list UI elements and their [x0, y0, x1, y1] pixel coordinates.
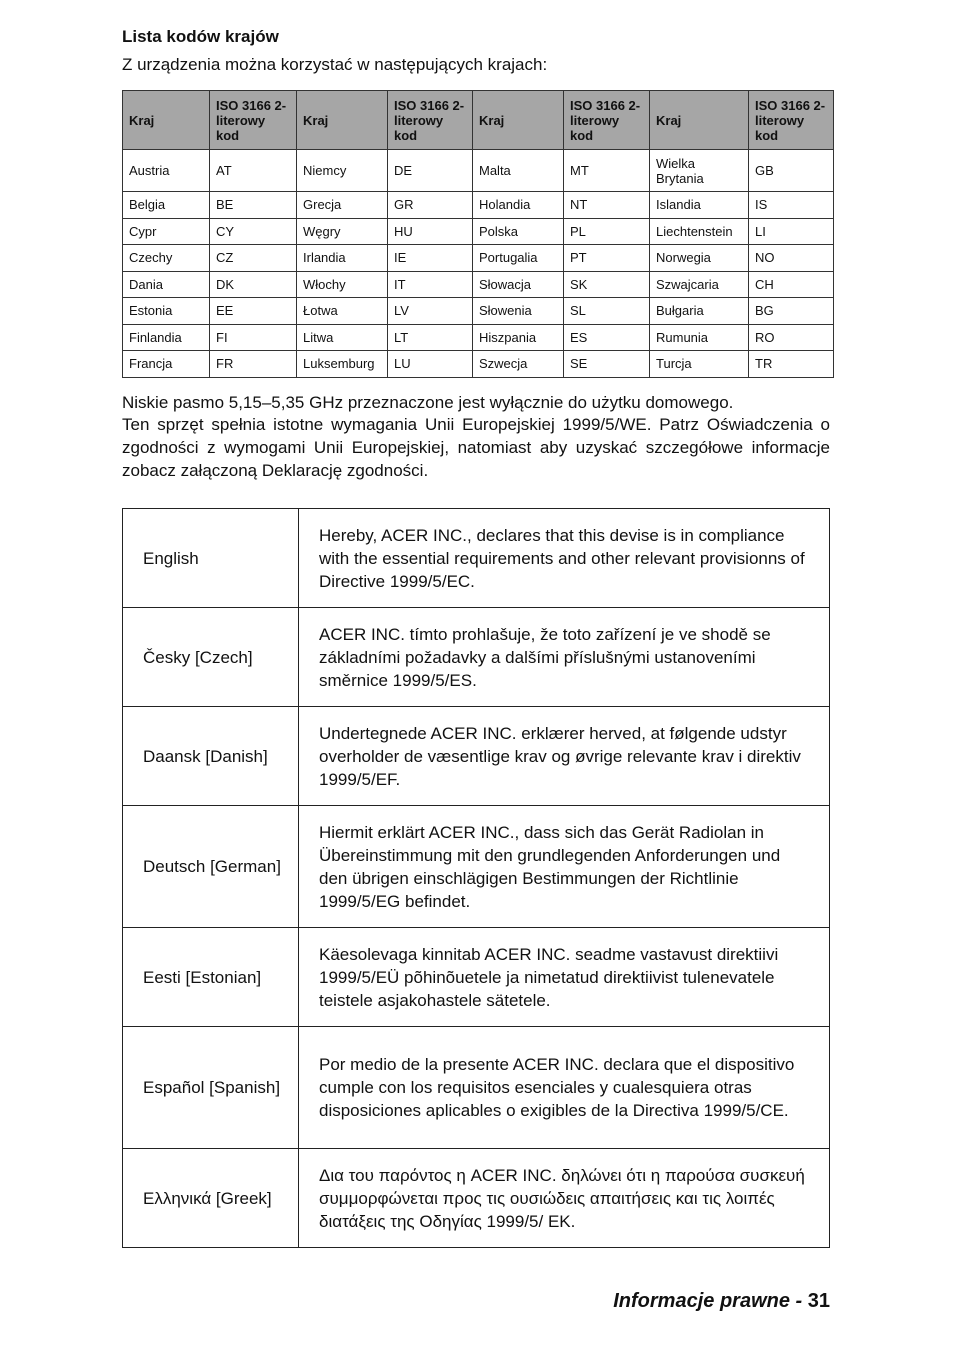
column-header: Kraj: [297, 91, 388, 150]
declaration-row: [123, 707, 830, 806]
table-row: [123, 192, 834, 219]
code-cell: DK: [210, 271, 297, 298]
declaration-text: Hiermit erklärt ACER INC., dass sich das Gerät Radiolan in Übereinstimmung mit den grundlegenden Anforderungen und den übrigen einschlägigen Bestimmungen der Richtlinie 1999/5/EG befindet.: [299, 806, 830, 928]
country-cell: Dania: [123, 271, 210, 298]
column-header: Kraj: [473, 91, 564, 150]
code-cell: BE: [210, 192, 297, 219]
country-cell: Portugalia: [473, 245, 564, 272]
country-cell: Bułgaria: [650, 298, 749, 325]
column-header: ISO 3166 2-literowy kod: [210, 91, 297, 150]
compliance-note: Ten sprzęt spełnia istotne wymagania Unii Europejskiej 1999/5/WE. Patrz Oświadczenia o zgodności z wymogami Unii Europejskiej, natomiast aby uzyskać szczegółowe informacje zobacz załączoną Deklarację zgodności.: [122, 415, 830, 480]
code-cell: IS: [749, 192, 834, 219]
country-cell: Szwajcaria: [650, 271, 749, 298]
declaration-text: Hereby, ACER INC., declares that this devise is in compliance with the essential requirements and other relevant provisionns of Directive 1999/5/EC.: [299, 509, 830, 608]
code-cell: PT: [564, 245, 650, 272]
declaration-row: [123, 1027, 830, 1149]
code-cell: LI: [749, 218, 834, 245]
band-note: Niskie pasmo 5,15–5,35 GHz przeznaczone jest wyłącznie do użytku domowego.: [122, 393, 734, 412]
table-row: [123, 351, 834, 378]
code-cell: RO: [749, 324, 834, 351]
code-cell: TR: [749, 351, 834, 378]
table-row: [123, 150, 834, 192]
country-cell: Grecja: [297, 192, 388, 219]
table-row: [123, 324, 834, 351]
column-header: ISO 3166 2-literowy kod: [564, 91, 650, 150]
column-header: ISO 3166 2-literowy kod: [749, 91, 834, 150]
country-cell: Finlandia: [123, 324, 210, 351]
country-cell: Słowacja: [473, 271, 564, 298]
declaration-text: Por medio de la presente ACER INC. declara que el dispositivo cumple con los requisitos esenciales y cualesquiera otras disposiciones aplicables o exigibles de la Directiva 1999/5/CE.: [299, 1027, 830, 1149]
intro-text: Z urządzenia można korzystać w następujących krajach:: [122, 55, 548, 74]
country-cell: Luksemburg: [297, 351, 388, 378]
page-footer: [613, 1290, 830, 1313]
code-cell: GB: [749, 150, 834, 192]
code-cell: IE: [388, 245, 473, 272]
country-cell: Islandia: [650, 192, 749, 219]
code-cell: BG: [749, 298, 834, 325]
language-label: Daansk [Danish]: [123, 707, 299, 806]
country-cell: Holandia: [473, 192, 564, 219]
declaration-text: Käesolevaga kinnitab ACER INC. seadme vastavust direktiivi 1999/5/EÜ põhinõuetele ja nimetatud direktiivist tulenevatele teistele asjakohastele sätetele.: [299, 928, 830, 1027]
country-cell: Włochy: [297, 271, 388, 298]
code-cell: GR: [388, 192, 473, 219]
code-cell: AT: [210, 150, 297, 192]
code-cell: SL: [564, 298, 650, 325]
code-cell: LV: [388, 298, 473, 325]
declaration-text: ACER INC. tímto prohlašuje, že toto zařízení je ve shodě se základními požadavky a dalšími příslušnými ustanoveními směrnice 1999/5/ES.: [299, 608, 830, 707]
table-row: [123, 218, 834, 245]
declaration-row: [123, 806, 830, 928]
language-label: Deutsch [German]: [123, 806, 299, 928]
code-cell: SE: [564, 351, 650, 378]
declaration-table: [122, 508, 830, 1248]
code-cell: NO: [749, 245, 834, 272]
country-cell: Francja: [123, 351, 210, 378]
declaration-text: Undertegnede ACER INC. erklærer herved, at følgende udstyr overholder de væsentlige krav og øvrige relevante krav i direktiv 1999/5/EF.: [299, 707, 830, 806]
code-cell: HU: [388, 218, 473, 245]
country-cell: Polska: [473, 218, 564, 245]
table-row: [123, 271, 834, 298]
section-title: Lista kodów krajów: [122, 27, 279, 46]
code-cell: ES: [564, 324, 650, 351]
language-label: Eesti [Estonian]: [123, 928, 299, 1027]
code-cell: CY: [210, 218, 297, 245]
language-label: Ελληνικά [Greek]: [123, 1149, 299, 1248]
code-cell: CH: [749, 271, 834, 298]
country-cell: Belgia: [123, 192, 210, 219]
country-cell: Turcja: [650, 351, 749, 378]
code-cell: EE: [210, 298, 297, 325]
code-cell: DE: [388, 150, 473, 192]
country-cell: Liechtenstein: [650, 218, 749, 245]
column-header: Kraj: [123, 91, 210, 150]
code-cell: PL: [564, 218, 650, 245]
country-cell: Szwecja: [473, 351, 564, 378]
country-cell: Węgry: [297, 218, 388, 245]
code-cell: IT: [388, 271, 473, 298]
country-cell: Niemcy: [297, 150, 388, 192]
country-code-table: [122, 90, 834, 378]
country-cell: Hiszpania: [473, 324, 564, 351]
country-cell: Malta: [473, 150, 564, 192]
page-number: 31: [807, 1290, 830, 1312]
country-cell: Słowenia: [473, 298, 564, 325]
country-cell: Cypr: [123, 218, 210, 245]
code-cell: SK: [564, 271, 650, 298]
declaration-row: [123, 928, 830, 1027]
country-cell: Norwegia: [650, 245, 749, 272]
code-cell: NT: [564, 192, 650, 219]
table-header-row: [123, 91, 834, 150]
code-cell: MT: [564, 150, 650, 192]
table-row: [123, 245, 834, 272]
country-cell: Czechy: [123, 245, 210, 272]
declaration-row: [123, 1149, 830, 1248]
code-cell: LT: [388, 324, 473, 351]
country-cell: Wielka Brytania: [650, 150, 749, 192]
code-cell: CZ: [210, 245, 297, 272]
country-cell: Irlandia: [297, 245, 388, 272]
declaration-text: Δια του παρόντος η ACER INC. δηλώνει ότι η παρούσα συσκευή συμμορφώνεται προς τις ουσιώδεις απαιτήσεις και τις λοιπές διατάξεις της Οδηγίας 1999/5/ ΕΚ.: [299, 1149, 830, 1248]
country-cell: Estonia: [123, 298, 210, 325]
column-header: Kraj: [650, 91, 749, 150]
language-label: Español [Spanish]: [123, 1027, 299, 1149]
declaration-row: [123, 509, 830, 608]
country-cell: Łotwa: [297, 298, 388, 325]
country-cell: Litwa: [297, 324, 388, 351]
language-label: English: [123, 509, 299, 608]
language-label: Česky [Czech]: [123, 608, 299, 707]
country-cell: Rumunia: [650, 324, 749, 351]
footer-section-label: Informacje prawne -: [613, 1290, 803, 1312]
column-header: ISO 3166 2-literowy kod: [388, 91, 473, 150]
country-cell: Austria: [123, 150, 210, 192]
declaration-row: [123, 608, 830, 707]
table-row: [123, 298, 834, 325]
code-cell: FI: [210, 324, 297, 351]
code-cell: LU: [388, 351, 473, 378]
code-cell: FR: [210, 351, 297, 378]
